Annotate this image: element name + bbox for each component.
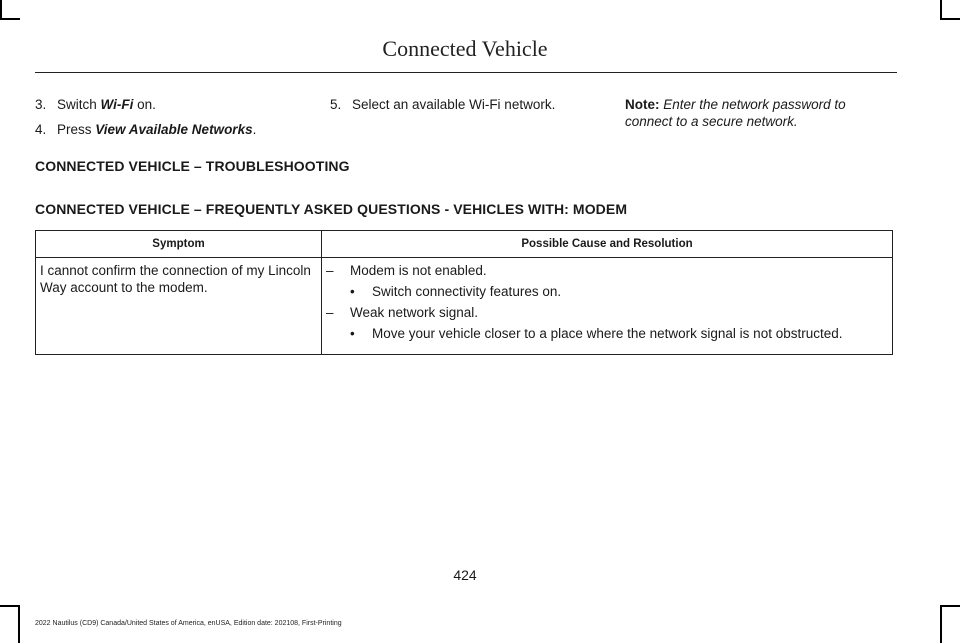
page-number: 424: [453, 567, 477, 583]
control-name: View Available Networks: [95, 122, 253, 137]
cause-cell: [322, 258, 893, 355]
control-name: Wi-Fi: [100, 97, 134, 112]
step-5: [330, 96, 555, 113]
crop-mark: [0, 0, 2, 20]
faq-table: [35, 230, 893, 355]
crop-mark: [940, 18, 960, 20]
footer-text: 2022 Nautilus (CD9) Canada/United States of America, enUSA, Edition date: 202108, First-Printing: [35, 620, 342, 627]
cause-text: Weak network signal.: [350, 305, 479, 320]
cause-item: [326, 304, 888, 321]
column-header-symptom: Symptom: [36, 231, 322, 258]
step-number: 5.: [330, 97, 342, 112]
note-text: Enter the network password to connect to a secure network.: [625, 97, 846, 129]
resolution-text: Move your vehicle closer to a place where the network signal is not obstructed.: [372, 326, 843, 341]
faq-heading: CONNECTED VEHICLE – FREQUENTLY ASKED QUESTIONS - VEHICLES WITH: MODEM: [35, 201, 628, 217]
crop-mark: [940, 605, 942, 643]
step-text: .: [252, 122, 257, 137]
column-header-cause: Possible Cause and Resolution: [322, 231, 893, 258]
step-text: Press: [57, 122, 96, 137]
crop-mark: [0, 605, 20, 607]
bullet-marker: •: [350, 326, 355, 341]
step-number: 3.: [35, 97, 47, 112]
step-text: Switch: [57, 97, 101, 112]
note-label: Note:: [625, 97, 660, 112]
crop-mark: [18, 605, 20, 643]
cause-item: [326, 262, 888, 279]
step-3: [35, 96, 256, 113]
resolution-text: Switch connectivity features on.: [372, 284, 562, 299]
step-4: [35, 121, 256, 138]
dash-marker: –: [326, 263, 334, 278]
cause-text: Modem is not enabled.: [350, 263, 487, 278]
resolution-item: [326, 325, 888, 342]
resolution-item: [326, 283, 888, 300]
table-row: [36, 258, 893, 355]
crop-mark: [940, 605, 960, 607]
troubleshooting-heading: CONNECTED VEHICLE – TROUBLESHOOTING: [35, 158, 350, 174]
bullet-marker: •: [350, 284, 355, 299]
column-2: [330, 96, 555, 121]
step-text: on.: [133, 97, 156, 112]
crop-mark: [940, 0, 942, 20]
dash-marker: –: [326, 305, 334, 320]
step-text: Select an available Wi-Fi network.: [352, 97, 556, 112]
page-title: Connected Vehicle: [382, 36, 548, 61]
column-1: [35, 96, 256, 146]
symptom-cell: I cannot confirm the connection of my Lincoln Way account to the modem.: [36, 258, 322, 355]
crop-mark: [0, 18, 20, 20]
table-header-row: [36, 231, 893, 258]
note: [625, 96, 875, 130]
header-rule: [35, 72, 897, 73]
step-number: 4.: [35, 122, 47, 137]
